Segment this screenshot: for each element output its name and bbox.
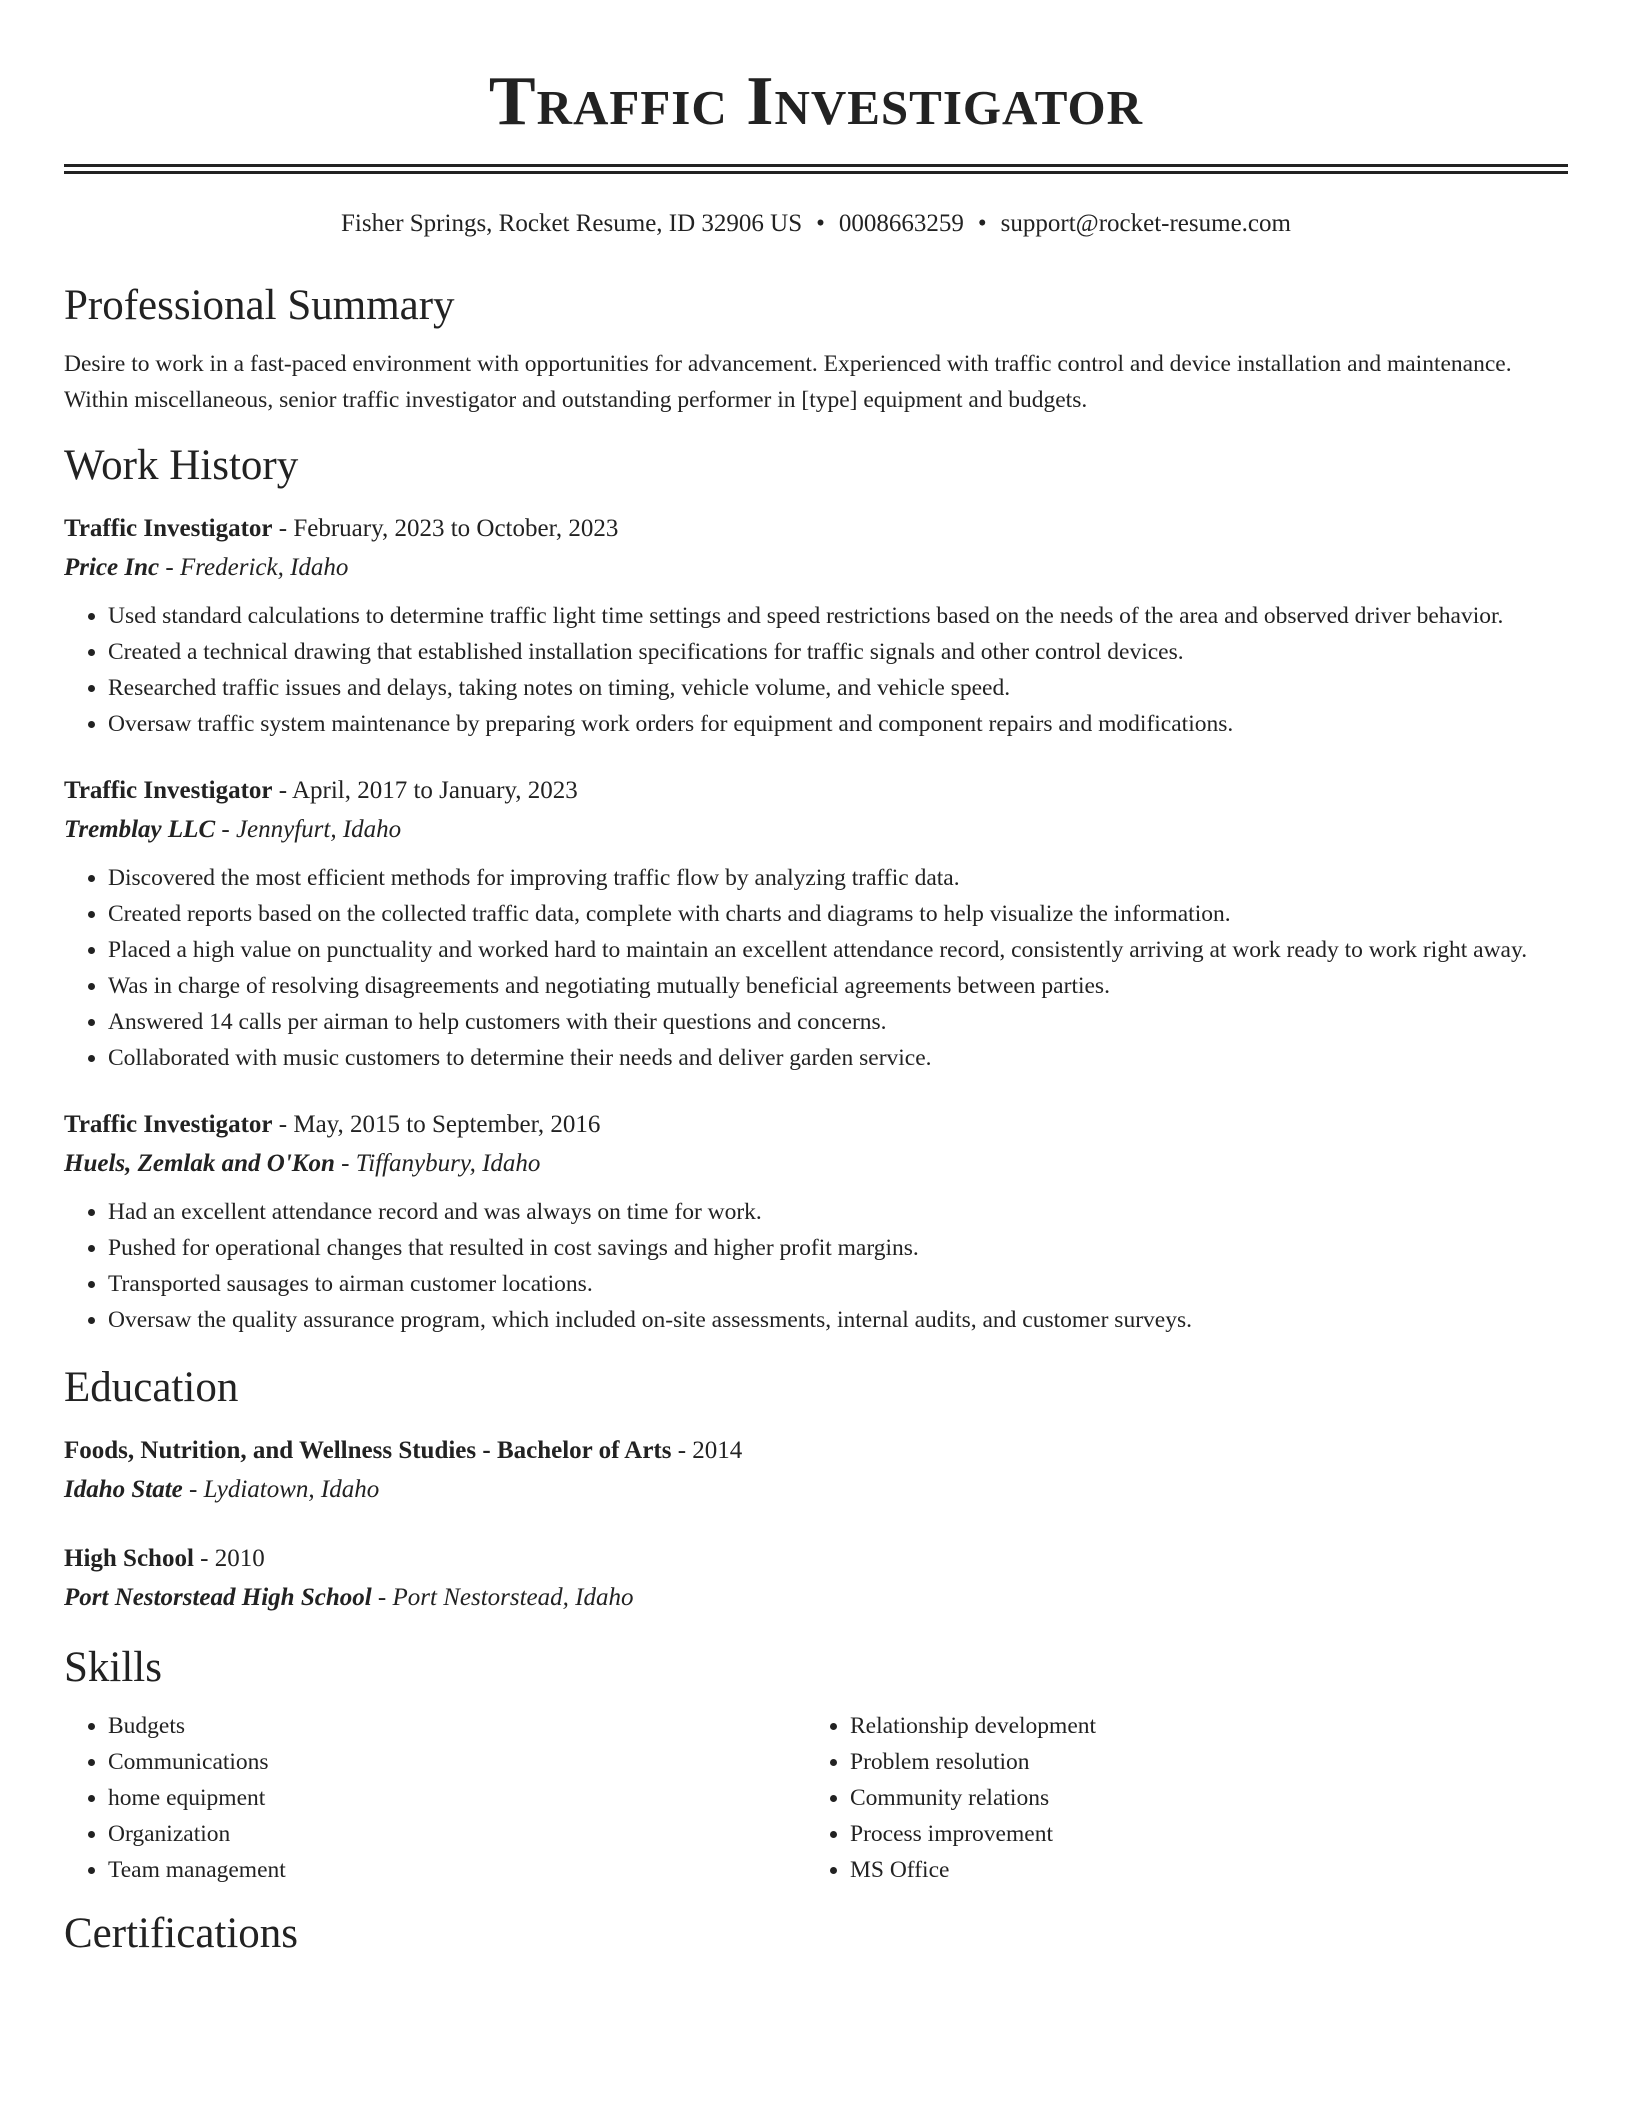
resume-name: Traffic Investigator bbox=[488, 63, 1144, 140]
education-location: - Port Nestorstead, Idaho bbox=[371, 1584, 634, 1611]
skill-item: • Budgets bbox=[108, 1708, 806, 1744]
header-divider bbox=[64, 164, 1568, 174]
skill-item: • Problem resolution bbox=[850, 1744, 1548, 1780]
job-dates: - April, 2017 to January, 2023 bbox=[272, 777, 578, 804]
contact-address: Fisher Springs, Rocket Resume, ID 32906 US bbox=[341, 210, 803, 237]
skills-grid bbox=[64, 1708, 1568, 1888]
job-location: - Frederick, Idaho bbox=[159, 554, 349, 581]
job-bullet: • Collaborated with music customers to determine their needs and deliver garden service. bbox=[108, 1040, 1568, 1076]
job-bullet: • Used standard calculations to determine traffic light time settings and speed restrictions based on the needs of the area and observed driver behavior. bbox=[108, 598, 1568, 634]
job-bullet: • Placed a high value on punctuality and worked hard to maintain an excellent attendance record, consistently arriving at work ready to work right away. bbox=[108, 932, 1568, 968]
job-role: Traffic Investigator bbox=[64, 1111, 273, 1138]
job-bullet: • Oversaw the quality assurance program, which included on-site assessments, internal audits, and customer surveys. bbox=[108, 1302, 1568, 1338]
job-role: Traffic Investigator bbox=[64, 515, 273, 542]
education-heading: Education bbox=[64, 1364, 239, 1411]
job-bullet: • Was in charge of resolving disagreements and negotiating mutually beneficial agreements between parties. bbox=[108, 968, 1568, 1004]
skills-list-right bbox=[806, 1708, 1548, 1888]
resume-page bbox=[64, 0, 1568, 1960]
skill-item: • Team management bbox=[108, 1852, 806, 1888]
education-degree-line bbox=[64, 1540, 1568, 1578]
education-year: - 2014 bbox=[671, 1437, 743, 1464]
education-school-line bbox=[64, 1578, 1568, 1618]
job-bullet: • Had an excellent attendance record and was always on time for work. bbox=[108, 1194, 1568, 1230]
skill-item: • Organization bbox=[108, 1816, 806, 1852]
job-company: Huels, Zemlak and O'Kon bbox=[64, 1150, 335, 1177]
skill-item: • Relationship development bbox=[850, 1708, 1548, 1744]
job-company-line bbox=[64, 810, 1568, 850]
education-degree: High School bbox=[64, 1545, 194, 1572]
education-school: Port Nestorstead High School bbox=[64, 1584, 372, 1611]
education-entry bbox=[64, 1432, 1568, 1510]
job-bullet: • Discovered the most efficient methods for improving traffic flow by analyzing traffic data. bbox=[108, 860, 1568, 896]
education-school-line bbox=[64, 1470, 1568, 1510]
job-bullets bbox=[64, 860, 1568, 1076]
education-school: Idaho State bbox=[64, 1476, 183, 1503]
education-location: - Lydiatown, Idaho bbox=[182, 1476, 380, 1503]
contact-line bbox=[64, 208, 1568, 240]
contact-separator: • bbox=[816, 210, 825, 237]
job-title-line bbox=[64, 510, 1568, 548]
job-bullet: • Pushed for operational changes that resulted in cost savings and higher profit margins. bbox=[108, 1230, 1568, 1266]
skills-list-left bbox=[64, 1708, 806, 1888]
education-degree: Foods, Nutrition, and Wellness Studies - Bachelor of Arts bbox=[64, 1437, 672, 1464]
certifications-heading: Certifications bbox=[64, 1910, 299, 1957]
summary-text: Desire to work in a fast-paced environment with opportunities for advancement. Experienced with traffic control and device installation and maintenance. Within miscellaneous, senior traffic investigator and outstanding performer in [type] equipment and budgets. bbox=[64, 351, 1512, 413]
education-degree-line bbox=[64, 1432, 1568, 1470]
contact-email: support@rocket-resume.com bbox=[1000, 210, 1291, 237]
job-bullets bbox=[64, 598, 1568, 742]
job-entry bbox=[64, 772, 1568, 1076]
skill-item: • home equipment bbox=[108, 1780, 806, 1816]
skills-heading: Skills bbox=[64, 1644, 162, 1691]
contact-separator: • bbox=[977, 210, 987, 237]
job-title-line bbox=[64, 772, 1568, 810]
work-history-heading: Work History bbox=[64, 442, 299, 489]
skill-item: • Communications bbox=[108, 1744, 806, 1780]
job-bullets bbox=[64, 1194, 1568, 1338]
job-title-line bbox=[64, 1106, 1568, 1144]
job-bullet: • Researched traffic issues and delays, taking notes on timing, vehicle volume, and vehicle speed. bbox=[108, 670, 1568, 706]
job-location: - Jennyfurt, Idaho bbox=[215, 816, 402, 843]
contact-phone: 0008663259 bbox=[838, 210, 964, 237]
job-company: Price Inc bbox=[64, 554, 160, 581]
job-bullet: • Oversaw traffic system maintenance by preparing work orders for equipment and component repairs and modifications. bbox=[108, 706, 1568, 742]
job-company: Tremblay LLC bbox=[64, 816, 216, 843]
job-role: Traffic Investigator bbox=[64, 777, 273, 804]
job-entry bbox=[64, 1106, 1568, 1338]
education-year: - 2010 bbox=[193, 1545, 265, 1572]
job-entry bbox=[64, 510, 1568, 742]
education-entry bbox=[64, 1540, 1568, 1618]
job-dates: - May, 2015 to September, 2016 bbox=[272, 1111, 601, 1138]
job-bullet: • Transported sausages to airman customer locations. bbox=[108, 1266, 1568, 1302]
skill-item: • Process improvement bbox=[850, 1816, 1548, 1852]
job-bullet: • Created a technical drawing that established installation specifications for traffic signals and other control devices. bbox=[108, 634, 1568, 670]
skill-item: • Community relations bbox=[850, 1780, 1548, 1816]
job-bullet: • Created reports based on the collected traffic data, complete with charts and diagrams to help visualize the information. bbox=[108, 896, 1568, 932]
job-bullet: • Answered 14 calls per airman to help customers with their questions and concerns. bbox=[108, 1004, 1568, 1040]
skill-item: • MS Office bbox=[850, 1852, 1548, 1888]
job-company-line bbox=[64, 548, 1568, 588]
job-location: - Tiffanybury, Idaho bbox=[334, 1150, 541, 1177]
job-company-line bbox=[64, 1144, 1568, 1184]
summary-heading: Professional Summary bbox=[64, 282, 455, 329]
job-dates: - February, 2023 to October, 2023 bbox=[272, 515, 619, 542]
